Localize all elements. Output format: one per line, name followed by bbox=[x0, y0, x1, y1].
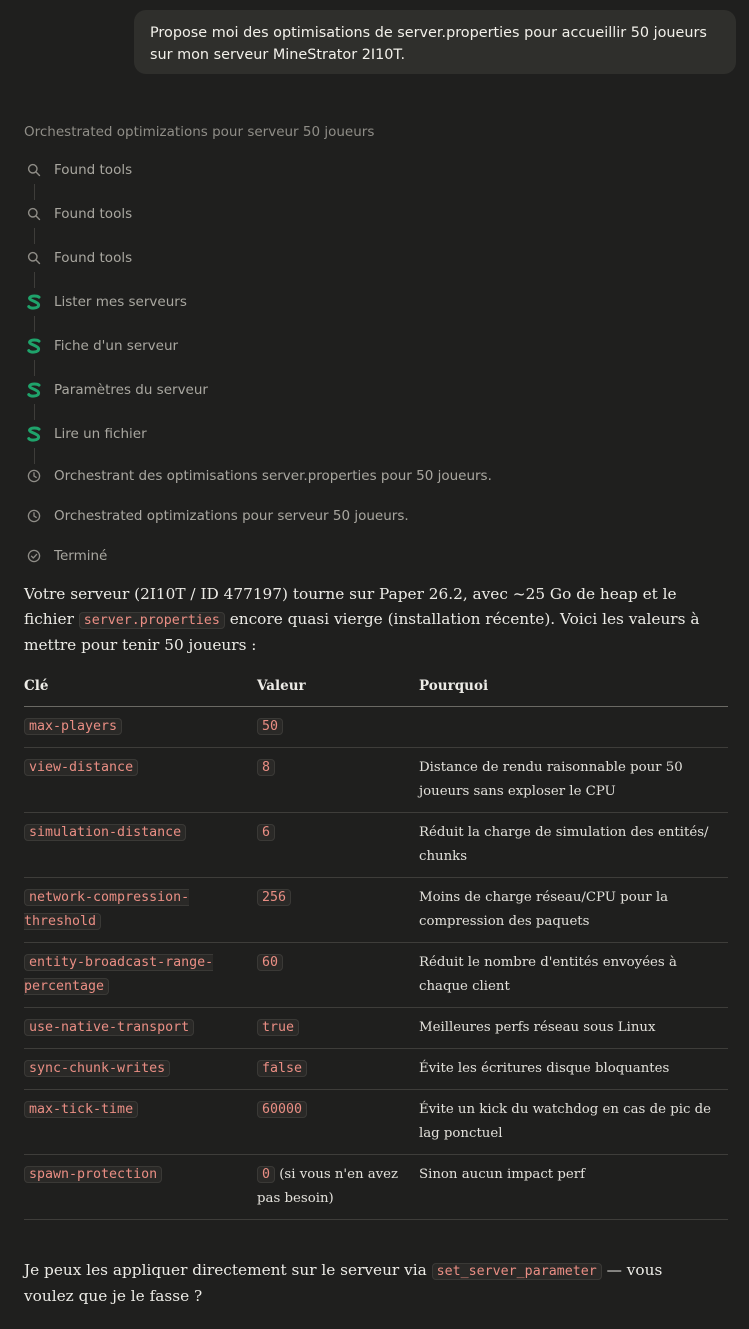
step-item[interactable] bbox=[24, 379, 208, 401]
minestrator-icon bbox=[24, 292, 44, 312]
step-connector bbox=[34, 184, 35, 200]
clock-icon bbox=[24, 506, 44, 526]
cell-key bbox=[24, 707, 257, 748]
value-code: false bbox=[257, 1060, 307, 1077]
outro-text-2: — vous voulez que je le fasse ? bbox=[24, 1261, 663, 1305]
step-item[interactable] bbox=[24, 203, 132, 225]
value-code: 256 bbox=[257, 889, 291, 906]
step-label: Lister mes serveurs bbox=[54, 294, 187, 310]
cell-why: Meilleures perfs réseau sous Linux bbox=[419, 1008, 728, 1049]
key-code: view-distance bbox=[24, 759, 138, 776]
minestrator-icon bbox=[24, 336, 44, 356]
step-item[interactable] bbox=[24, 505, 409, 527]
intro-text-1: Votre serveur (2I10T / ID 477197) tourne sur Paper 26.2, avec ~25 Go de heap et le fichier bbox=[24, 585, 677, 628]
cell-key bbox=[24, 1090, 257, 1155]
cell-key bbox=[24, 943, 257, 1008]
outro-text-1: Je peux les appliquer directement sur le serveur via bbox=[24, 1261, 432, 1279]
cell-key bbox=[24, 748, 257, 813]
cell-key bbox=[24, 1049, 257, 1090]
table-row bbox=[24, 1090, 728, 1155]
header-why: Pourquoi bbox=[419, 666, 728, 707]
cell-key bbox=[24, 1155, 257, 1220]
key-code: max-tick-time bbox=[24, 1101, 138, 1118]
cell-value bbox=[257, 813, 419, 878]
key-code: simulation-distance bbox=[24, 824, 186, 841]
cell-why: Sinon aucun impact perf bbox=[419, 1155, 728, 1220]
minestrator-icon bbox=[24, 380, 44, 400]
key-code: entity-broadcast-range-percentage bbox=[24, 955, 214, 994]
step-item[interactable] bbox=[24, 423, 147, 445]
cell-why: Distance de rendu raisonnable pour 50 joueurs sans exploser le CPU bbox=[419, 748, 728, 813]
cell-key bbox=[24, 1008, 257, 1049]
search-icon bbox=[24, 204, 44, 224]
table-row bbox=[24, 707, 728, 748]
value-code: 0 bbox=[257, 1166, 275, 1183]
table-row bbox=[24, 1155, 728, 1220]
step-connector bbox=[34, 228, 35, 244]
cell-value bbox=[257, 707, 419, 748]
inline-code: set_server_parameter bbox=[432, 1263, 602, 1280]
key-code: network-compression-threshold bbox=[24, 890, 190, 929]
search-icon bbox=[24, 160, 44, 180]
table-row bbox=[24, 813, 728, 878]
step-label: Orchestrant des optimisations server.properties pour 50 joueurs. bbox=[54, 468, 492, 484]
intro-paragraph bbox=[24, 582, 704, 658]
step-label: Found tools bbox=[54, 250, 133, 266]
value-code: 6 bbox=[257, 824, 275, 841]
value-code: true bbox=[257, 1019, 299, 1036]
value-code: 60 bbox=[257, 954, 283, 971]
cell-value bbox=[257, 1049, 419, 1090]
header-key: Clé bbox=[24, 666, 257, 707]
value-note: (si vous n'en avez pas besoin) bbox=[257, 1167, 399, 1206]
step-label: Lire un fichier bbox=[54, 426, 147, 442]
user-message-bubble bbox=[134, 10, 736, 74]
step-item[interactable] bbox=[24, 465, 492, 487]
step-item[interactable] bbox=[24, 159, 132, 181]
inline-code: server.properties bbox=[79, 612, 225, 629]
step-item[interactable] bbox=[24, 545, 107, 567]
step-connector bbox=[34, 316, 35, 332]
settings-table bbox=[24, 666, 728, 1220]
step-label: Fiche d'un serveur bbox=[54, 338, 179, 354]
cell-key bbox=[24, 878, 257, 943]
step-label: Terminé bbox=[54, 548, 108, 564]
table-row bbox=[24, 748, 728, 813]
cell-value bbox=[257, 748, 419, 813]
table-row bbox=[24, 1049, 728, 1090]
cell-value bbox=[257, 1155, 419, 1220]
table-row bbox=[24, 878, 728, 943]
step-label: Orchestrated optimizations pour serveur 50 joueurs. bbox=[54, 508, 409, 524]
cell-why: Évite les écritures disque bloquantes bbox=[419, 1049, 728, 1090]
step-connector bbox=[34, 448, 35, 464]
cell-value bbox=[257, 943, 419, 1008]
steps-title[interactable]: Orchestrated optimizations pour serveur 50 joueurs bbox=[24, 124, 375, 140]
header-value: Valeur bbox=[257, 666, 419, 707]
cell-why: Réduit le nombre d'entités envoyées à chaque client bbox=[419, 943, 728, 1008]
value-code: 60000 bbox=[257, 1101, 307, 1118]
table-header-row bbox=[24, 666, 728, 707]
step-item[interactable] bbox=[24, 291, 187, 313]
cell-value bbox=[257, 1008, 419, 1049]
outro-paragraph bbox=[24, 1258, 714, 1309]
cell-why: Évite un kick du watchdog en cas de pic de lag ponctuel bbox=[419, 1090, 728, 1155]
key-code: max-players bbox=[24, 718, 122, 735]
table-row bbox=[24, 1008, 728, 1049]
key-code: sync-chunk-writes bbox=[24, 1060, 170, 1077]
cell-why: Réduit la charge de simulation des entités/ chunks bbox=[419, 813, 728, 878]
cell-why bbox=[419, 707, 728, 748]
step-label: Found tools bbox=[54, 162, 133, 178]
check-circle-icon bbox=[24, 546, 44, 566]
cell-why: Moins de charge réseau/CPU pour la compression des paquets bbox=[419, 878, 728, 943]
step-label: Paramètres du serveur bbox=[54, 382, 208, 398]
search-icon bbox=[24, 248, 44, 268]
minestrator-icon bbox=[24, 424, 44, 444]
step-item[interactable] bbox=[24, 335, 178, 357]
user-message-text: Propose moi des optimisations de server.properties pour accueillir 50 joueurs sur mon serveur MineStrator 2I10T. bbox=[150, 25, 707, 63]
cell-value bbox=[257, 1090, 419, 1155]
value-code: 50 bbox=[257, 718, 283, 735]
step-connector bbox=[34, 404, 35, 420]
step-item[interactable] bbox=[24, 247, 132, 269]
step-label: Found tools bbox=[54, 206, 133, 222]
step-connector bbox=[34, 360, 35, 376]
table-row bbox=[24, 943, 728, 1008]
key-code: spawn-protection bbox=[24, 1166, 162, 1183]
cell-value bbox=[257, 878, 419, 943]
key-code: use-native-transport bbox=[24, 1019, 194, 1036]
clock-icon bbox=[24, 466, 44, 486]
step-connector bbox=[34, 272, 35, 288]
intro-text-2: encore quasi vierge (installation récente). Voici les valeurs à mettre pour tenir 50 joueurs : bbox=[24, 609, 700, 654]
value-code: 8 bbox=[257, 759, 275, 776]
cell-key bbox=[24, 813, 257, 878]
